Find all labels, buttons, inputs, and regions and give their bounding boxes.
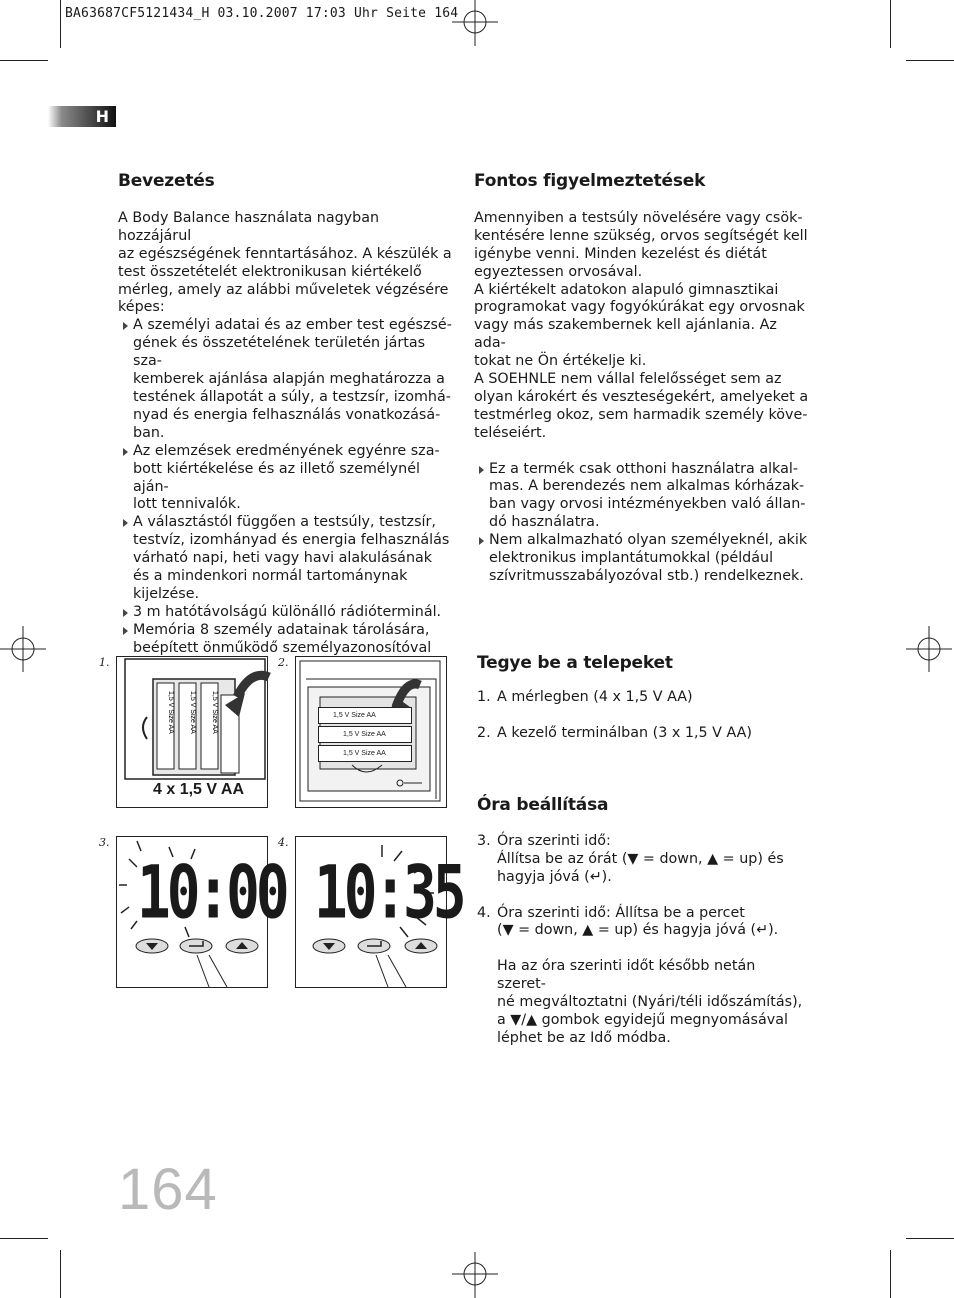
crop-mark	[890, 0, 891, 48]
text-line: léphet be az Idő módba.	[497, 1029, 671, 1046]
text-line: Az elemzések eredményének egyénre sza-	[133, 442, 440, 459]
step-number: 2.	[477, 724, 491, 741]
crop-mark	[906, 1238, 954, 1239]
bullet-item	[118, 443, 453, 515]
text-line: bott kiértékelése és az illető személynél aján-	[133, 460, 420, 495]
text-line: tokat ne Ön értékelje ki.	[474, 353, 647, 370]
battery-count-caption: 4 x 1,5 V AA	[153, 781, 245, 798]
feature-list	[118, 317, 453, 657]
text-line: testmérleg okoz, sem harmadik személy köve-	[474, 406, 808, 423]
clock-display-minutes: 10:35	[314, 851, 463, 936]
page-number: 164	[118, 1157, 218, 1222]
text-line: 3 m hatótávolságú különálló rádióterminál.	[133, 603, 442, 620]
text-line: teléseiért.	[474, 424, 547, 441]
step-number: 1.	[477, 688, 491, 705]
text-line: egyeztessen orvosával.	[474, 263, 643, 280]
clock-step: 4. Óra szerinti idő: Állítsa be a percet (▼ = down, ▲ = up) és hagyja jóvá (↵). Ha az óra szerinti időt később netán szeret- né megváltoztatni (Nyári/téli időszámítás), a ▼/▲ gombok egyidejű megnyomásával léphet be az Idő módba.	[477, 905, 807, 1048]
introduction-text	[118, 210, 453, 317]
battery-cell-label: 1,5 V Size AA	[318, 707, 412, 724]
text-line: Óra szerinti idő:	[497, 832, 611, 849]
text-line: a ▼/▲ gombok egyidejű megnyomásával	[497, 1011, 788, 1028]
text-line: szívritmusszabályozóval stb.) rendelkeznek.	[489, 568, 804, 585]
warnings-list	[474, 461, 809, 586]
text-line: A választástól függően a testsúly, testzsír,	[133, 514, 436, 531]
bullet-item	[118, 514, 453, 604]
text-line: hagyja jóvá (↵).	[497, 868, 612, 885]
print-slug: BA63687CF5121434_H 03.10.2007 17:03 Uhr Seite 164	[65, 6, 459, 21]
clock-heading: Óra beállítása	[477, 795, 609, 815]
text-line: Ez a termék csak otthoni használatra alkal-	[489, 460, 798, 477]
text-line: beépített önműködő személyazonosítóval	[133, 639, 432, 656]
text-line: lott tennivalók.	[133, 496, 241, 513]
clock-steps	[477, 833, 807, 1048]
text-line: vagy más szakembernek kell ajánlania. Az ada-	[474, 317, 777, 352]
step-text: A kezelő terminálban (3 x 1,5 V AA)	[497, 724, 752, 741]
registration-mark-icon	[452, 1252, 498, 1298]
text-line: kijelzése.	[133, 585, 200, 602]
text-line: A SOEHNLE nem vállal felelősséget sem az	[474, 371, 782, 388]
text-line: dó használatra.	[489, 514, 600, 531]
bullet-item	[118, 317, 453, 442]
clock-hours-figure	[116, 836, 286, 988]
bullet-item	[474, 532, 809, 586]
text-line: programokat vagy fogyókúrákat egy orvosnak	[474, 299, 805, 316]
clock-minutes-figure	[295, 836, 463, 988]
figure-label: 1.	[99, 656, 110, 669]
text-line: mérleg, amely az alábbi műveletek végzésére	[118, 281, 449, 298]
text-line: nyad és energia felhasználás vonatkozásá-	[133, 406, 441, 423]
text-line: A kiértékelt adatokon alapuló gimnasztikai	[474, 281, 779, 298]
text-line: kentésére lenne szükség, orvos segítségét kell	[474, 227, 808, 244]
registration-mark-icon	[0, 626, 46, 672]
text-line: né megváltoztatni (Nyári/téli időszámítás),	[497, 994, 803, 1011]
figure-label: 2.	[278, 656, 289, 669]
bullet-item	[474, 461, 809, 533]
crop-mark	[60, 1250, 61, 1298]
text-line: olyan károkért és veszteségekért, amelyeket a	[474, 388, 809, 405]
terminal-battery-figure	[295, 656, 447, 808]
text-line: képes:	[118, 299, 165, 316]
introduction-heading: Bevezetés	[118, 171, 215, 191]
text-line: és a mindenkori normál tartománynak	[133, 568, 408, 585]
figure-label: 3.	[99, 836, 110, 849]
bullet-item	[118, 604, 453, 622]
text-line: Állítsa be az órát (▼ = down, ▲ = up) és	[497, 850, 784, 867]
text-line: test összetételét elektronikusan kiértékelő	[118, 263, 422, 280]
text-line: igénybe venni. Minden kezelést és diétát	[474, 245, 767, 262]
text-line: Amennyiben a testsúly növelésére vagy csök-	[474, 209, 803, 226]
introduction-section	[118, 173, 453, 658]
text-line: Óra szerinti idő: Állítsa be a percet	[497, 904, 745, 921]
step-text: A mérlegben (4 x 1,5 V AA)	[497, 688, 693, 705]
batteries-section	[477, 655, 807, 743]
battery-cell-label: 1,5 V Size AA	[318, 726, 412, 743]
text-line: ban.	[133, 424, 165, 441]
figure-label: 4.	[278, 836, 289, 849]
text-line: testének állapotát a súly, a testzsír, izomhá-	[133, 388, 451, 405]
text-line: kemberek ajánlása alapján meghatározza a	[133, 371, 445, 388]
clock-section	[477, 797, 807, 1048]
registration-mark-icon	[452, 0, 498, 46]
text-line: az egészségének fenntartásához. A készülék a	[118, 245, 452, 262]
text-line: A Body Balance használata nagyban hozzájárul	[118, 209, 380, 244]
text-line: várható napi, heti vagy havi alakulásának	[133, 550, 433, 567]
warnings-heading: Fontos figyelmeztetések	[474, 171, 706, 191]
bullet-item	[118, 622, 453, 658]
text-line: elektronikus implantátumokkal (például	[489, 550, 774, 567]
clock-step: 3. Óra szerinti idő: Állítsa be az órát (▼ = down, ▲ = up) és hagyja jóvá (↵).	[477, 833, 807, 887]
crop-mark	[0, 60, 48, 61]
battery-step	[477, 689, 807, 707]
battery-cell-label: 1,5 V Size AA	[318, 745, 412, 762]
battery-cell-label: 1,5 V Size AA	[167, 691, 174, 734]
text-line: gének és összetételének területén jártas sza-	[133, 335, 426, 370]
battery-cell-label: 1,5 V Size AA	[189, 691, 196, 734]
registration-mark-icon	[906, 626, 952, 672]
battery-cell-label: 1,5 V Size AA	[211, 691, 218, 734]
crop-mark	[0, 1238, 48, 1239]
crop-mark	[60, 0, 61, 48]
text-line: ban vagy orvosi intézményekben való állan-	[489, 496, 806, 513]
text-line: Ha az óra szerinti időt később netán szeret-	[497, 958, 756, 993]
crop-mark	[890, 1250, 891, 1298]
battery-list	[477, 689, 807, 743]
language-tab: H	[48, 106, 116, 127]
text-line: (▼ = down, ▲ = up) és hagyja jóvá (↵).	[497, 922, 779, 939]
crop-mark	[906, 60, 954, 61]
battery-step	[477, 725, 807, 743]
warnings-section	[474, 173, 809, 586]
text-line: testvíz, izomhányad és energia felhasználás	[133, 532, 450, 549]
clock-display-hours: 10:00	[137, 851, 286, 936]
warnings-text	[474, 210, 809, 443]
text-line: Memória 8 személy adatainak tárolására,	[133, 621, 430, 638]
text-line: Nem alkalmazható olyan személyeknél, akik	[489, 532, 808, 549]
text-line: mas. A berendezés nem alkalmas kórházak-	[489, 478, 805, 495]
text-line: A személyi adatai és az ember test egészsé-	[133, 317, 452, 334]
batteries-heading: Tegye be a telepeket	[477, 653, 673, 673]
scale-battery-figure	[116, 656, 268, 808]
